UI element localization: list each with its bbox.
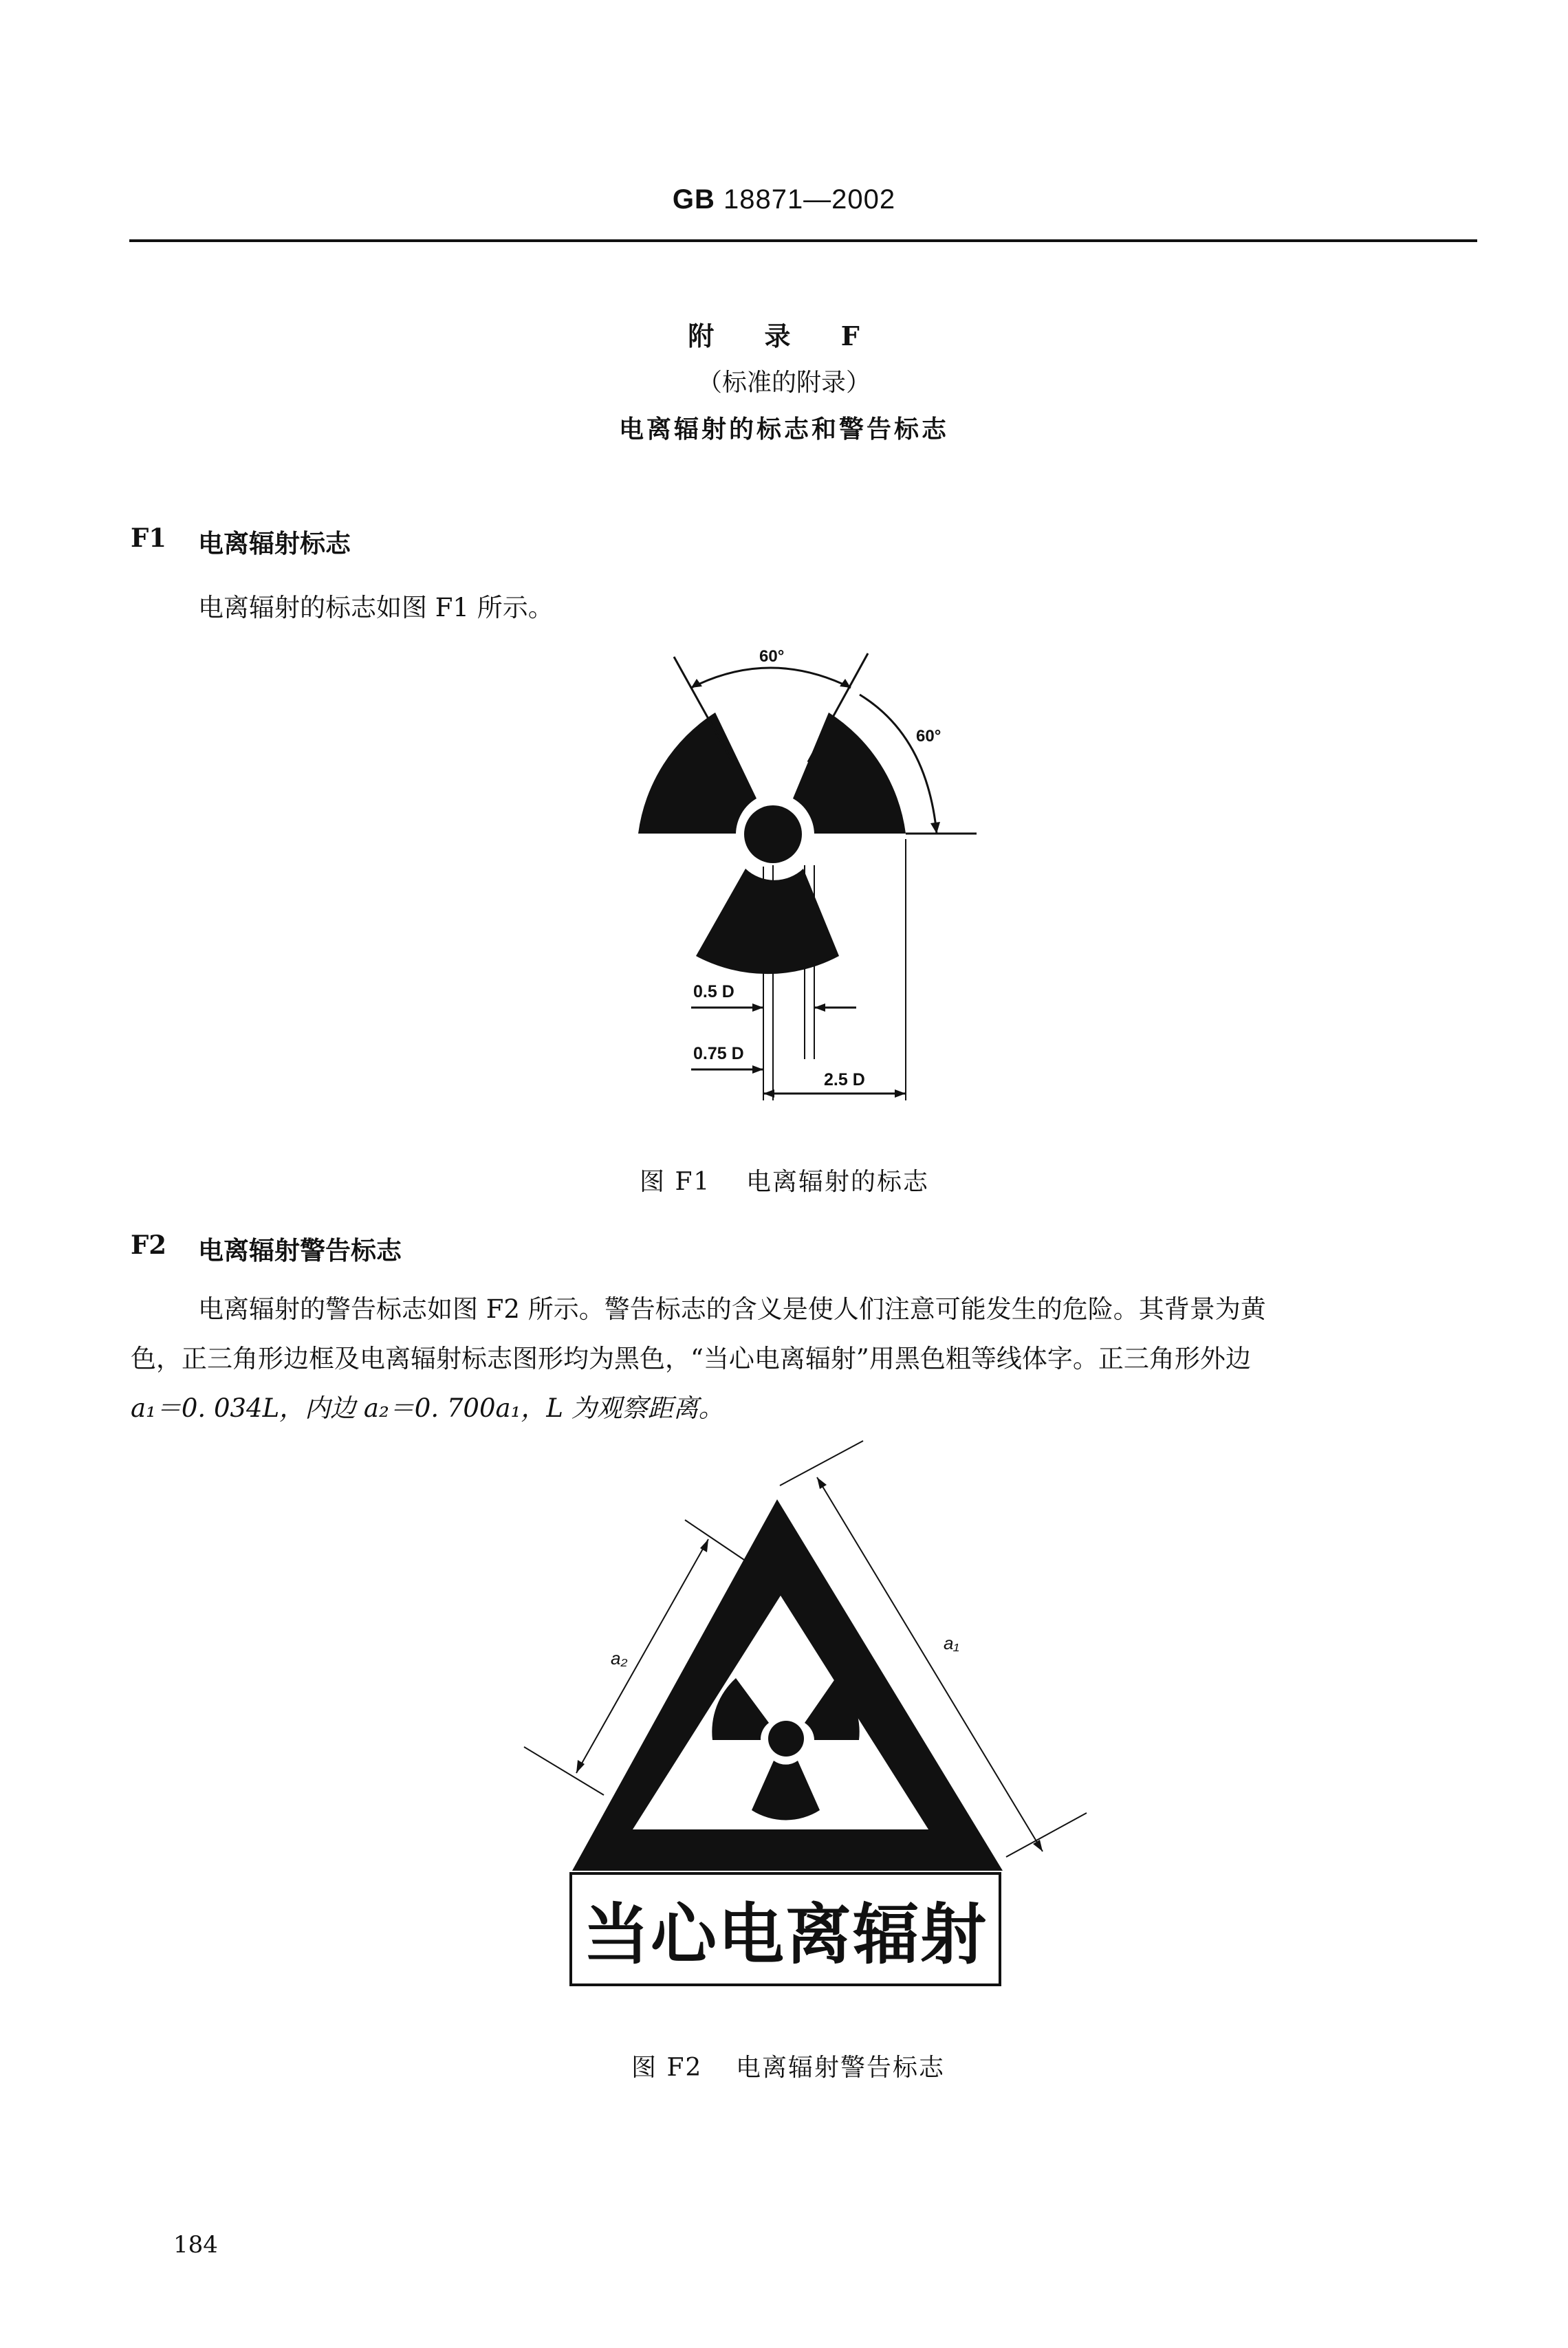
standard-prefix: GB (672, 184, 715, 215)
trefoil-blade-upper-left (638, 713, 756, 834)
trefoil-blade-bottom (696, 869, 839, 974)
figure-f1-caption-label: 图 F1 (640, 1168, 711, 1196)
section-f2-number: F2 (131, 1230, 167, 1260)
appendix-label: 附 录 F (688, 320, 880, 351)
header-rule (129, 239, 1477, 242)
figure-f2-caption-text: 电离辐射警告标志 (736, 2054, 946, 2082)
page-number: 184 (173, 2231, 218, 2259)
warning-text: 当心电离辐射 (583, 1895, 988, 1973)
section-f1-text: 电离辐射的标志如图 F1 所示。 (198, 593, 554, 622)
label-a1: a₁ (944, 1633, 959, 1653)
angle-top-label: 60° (759, 647, 785, 666)
dim-outer-label: 2.5 D (824, 1070, 865, 1089)
running-header (0, 184, 1568, 215)
label-a2: a₂ (611, 1648, 628, 1668)
figure-f2-caption-label: 图 F2 (631, 2054, 703, 2082)
standard-number: 18871—2002 (723, 184, 896, 215)
section-f2-text-line1: 电离辐射的警告标志如图 F2 所示。警告标志的含义是使人们注意可能发生的危险。其背景为黄 (198, 1294, 1266, 1324)
appendix-title: 电离辐射的标志和警告标志 (618, 415, 949, 444)
section-f2-heading: 电离辐射警告标志 (198, 1235, 402, 1265)
section-f1-number: F1 (131, 523, 167, 553)
trefoil-blade-upper-right (793, 713, 906, 834)
angle-right-label: 60° (916, 727, 941, 746)
section-f1-heading: 电离辐射标志 (198, 528, 351, 558)
dim-inner-label: 0.5 D (693, 982, 734, 1001)
dim-hole-label: 0.75 D (693, 1044, 744, 1063)
figure-f1-caption-text: 电离辐射的标志 (746, 1168, 930, 1196)
figure-f1 (605, 619, 990, 1128)
appendix-type: （标准的附录） (697, 369, 871, 397)
section-f2-text-line3: a₁＝0. 034L，内边 a₂＝0. 700a₁，L 为观察距离。 (131, 1393, 724, 1423)
warning-text-box (569, 1872, 1001, 1986)
section-f2-text-line2: 色，正三角形边框及电离辐射标志图形均为黑色，“当心电离辐射”用黑色粗等线体字。正三角形外边 (131, 1344, 1251, 1373)
small-trefoil-center-disc (768, 1721, 804, 1757)
trefoil-center-disc (744, 805, 802, 863)
